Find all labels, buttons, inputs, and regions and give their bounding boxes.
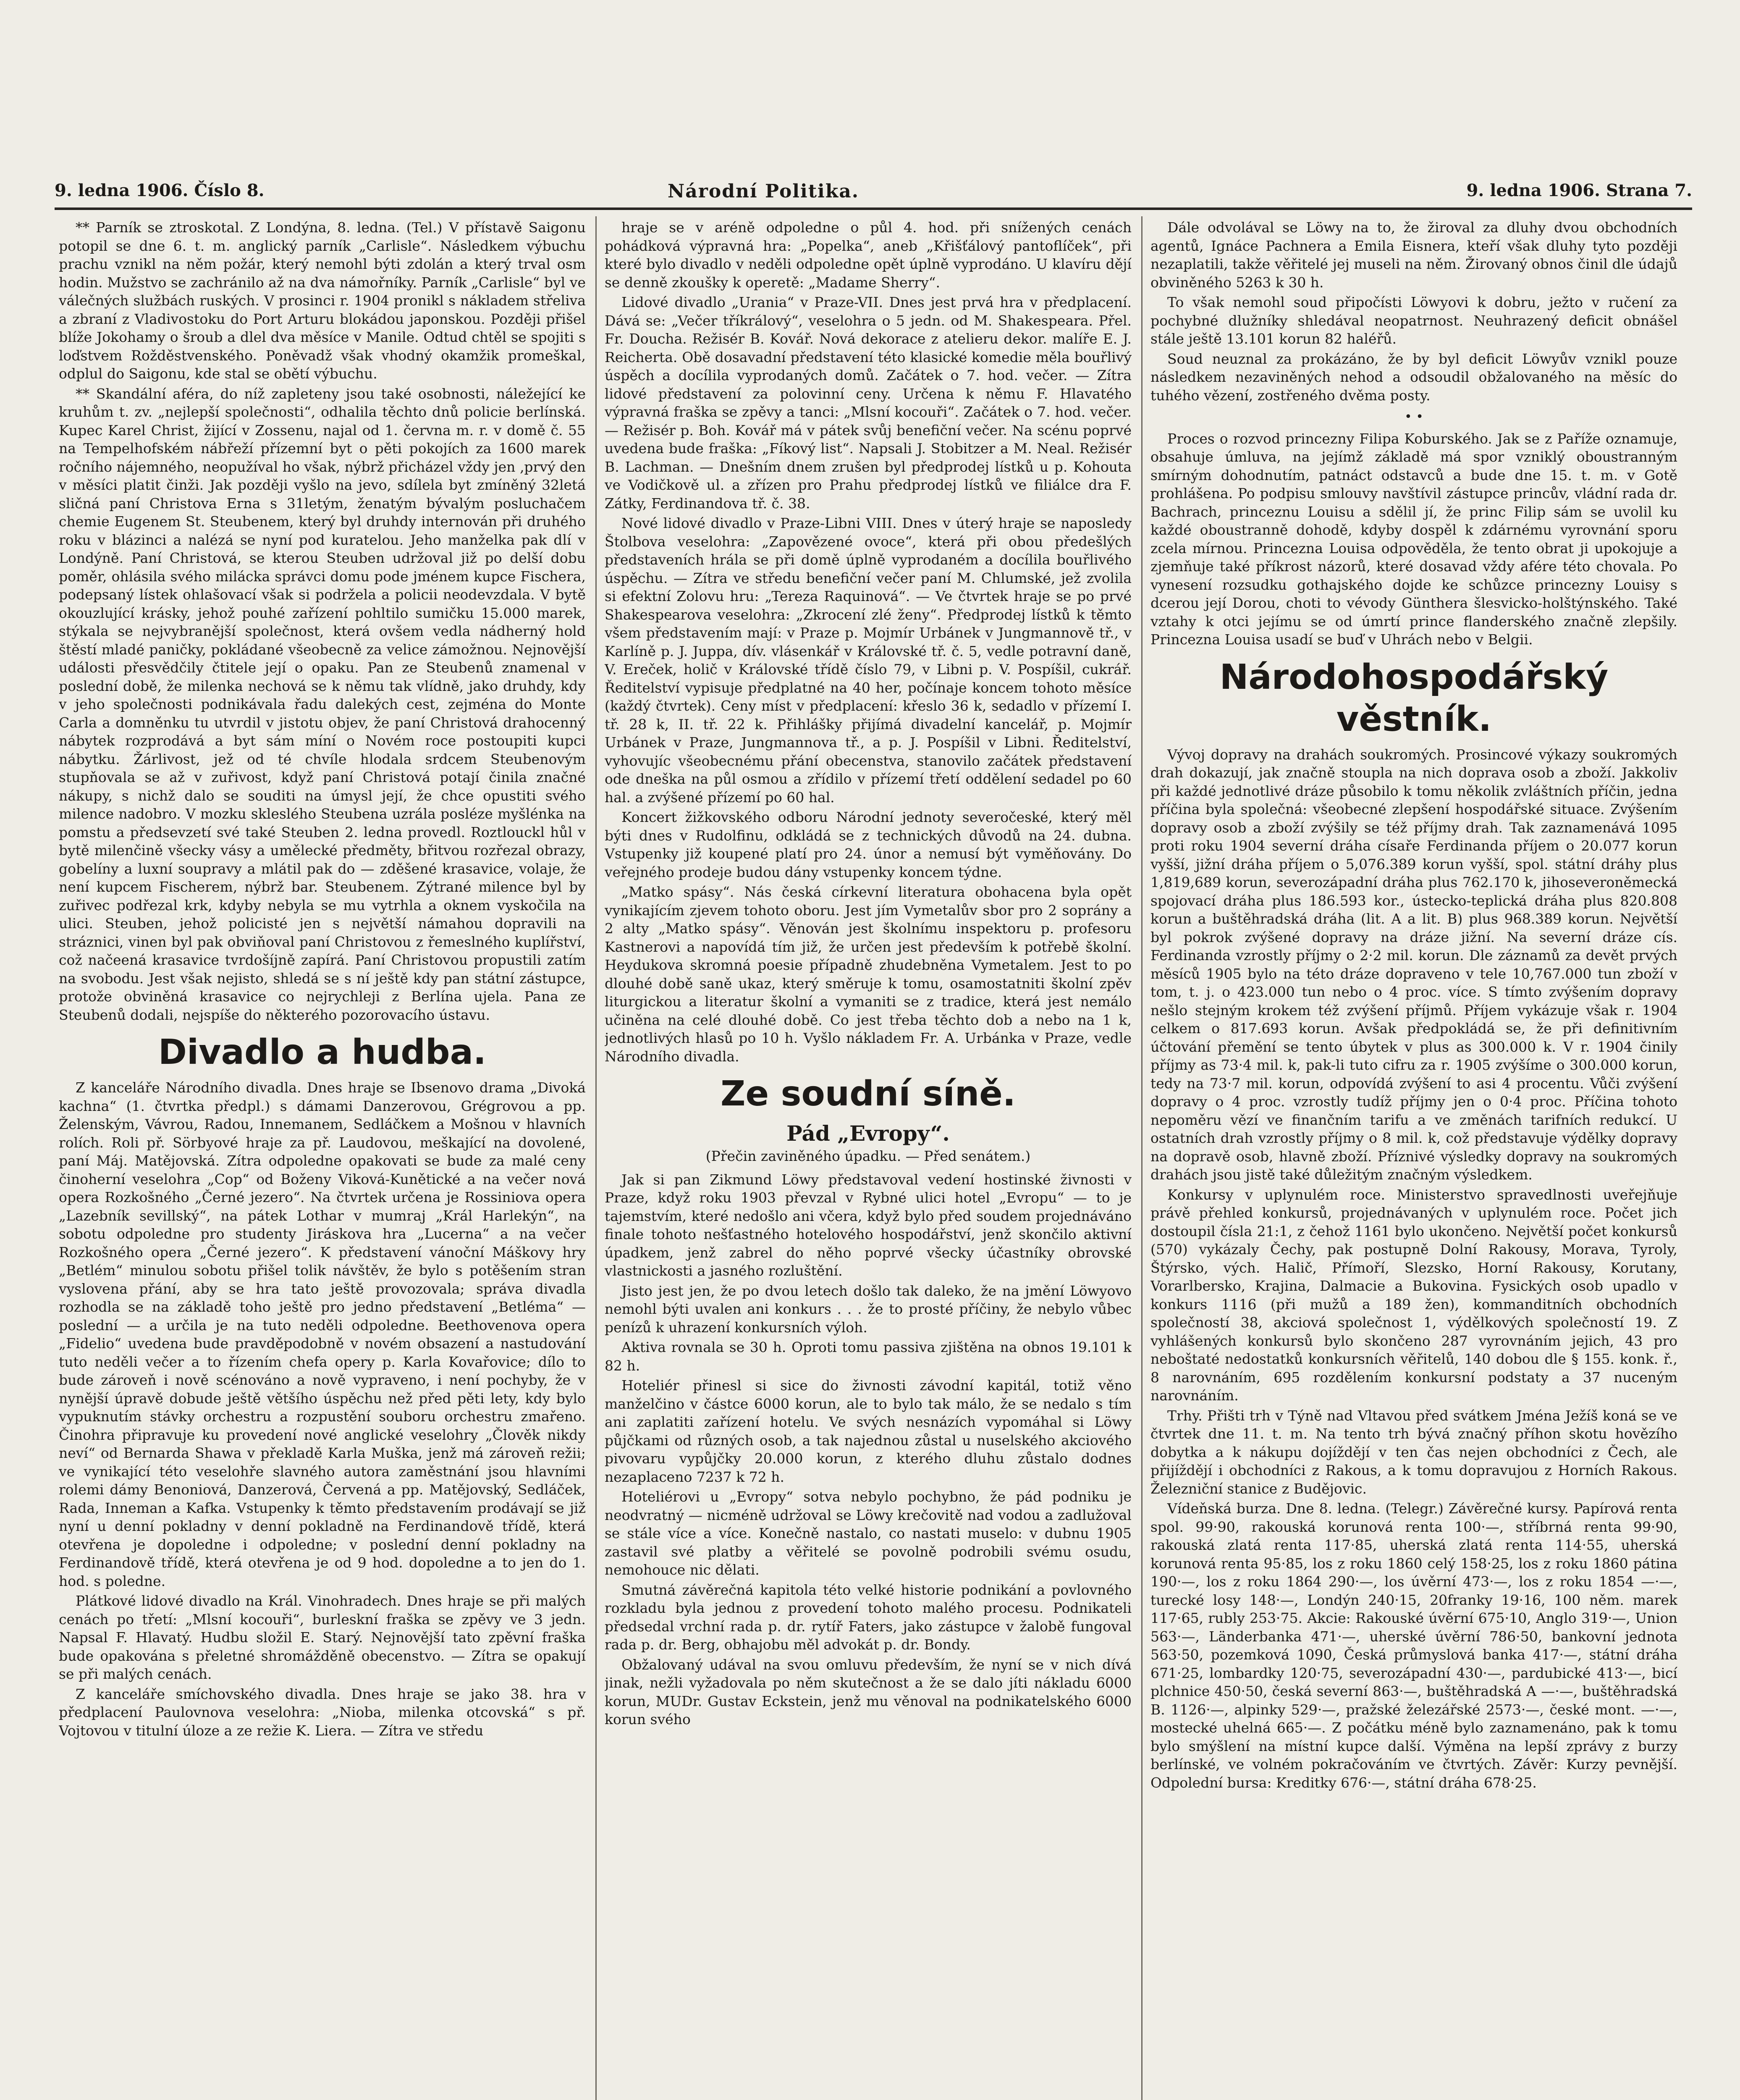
court-verdict: Soud neuznal za prokázáno, že by byl deficit Löwyův vznikl pouze následkem nezaviněných nehod a odsoudil obžalovaného na měsíc do tuhého vězení, zostřeného dvěma posty. bbox=[1150, 350, 1677, 404]
court-para: Jak si pan Zikmund Löwy představoval vedení hostinské živnosti v Praze, když roku 1903 převzal v Rybné ulici hotel „Evropu“ — to je tajemstvím, které nedošlo ani včera, když bylo před soudem projednáváno finale tohoto nešťastného hotelového hospodářství, jenž skončilo aktivní úpadkem, jenž zabrel do něho poprvé všecky účastníky obrovské vlastnickosti a jasného rozluštění. bbox=[605, 1171, 1132, 1279]
court-continued: To však nemohl soud připočísti Löwyovi k dobru, ježto v ručení za pochybné dlužníky shledával neopatrnost. Neuhrazený deficit obnášel stále ještě 13.101 korun 82 haléřů. bbox=[1150, 294, 1677, 347]
header-rule bbox=[55, 207, 1692, 210]
article-subtitle-evropa: (Přečin zaviněného úpadku. — Před senátem.) bbox=[705, 1148, 1031, 1164]
court-para: Hoteliérovi u „Evropy“ sotva nebylo pochybno, že pád podniku je neodvratný — nicméně udržoval se Löwy krečovitě nad vodou a zadlužoval se stále více a více. Konečně nastalo, co nastati muselo: v dubnu 1905 zastavil své platby a věřitelé se povolně podrobili svému osudu, nemohouce nic dělati. bbox=[605, 1488, 1132, 1578]
economy-vienna-exchange: Vídeňská burza. Dne 8. ledna. (Telegr.) Závěrečné kursy. Papírová renta spol. 99·90, rakouská korunová renta 100·—, stříbrná renta 99·90, rakouská zlatá renta 117·85, uherská zlatá renta 114·55, uherská korunová renta 95·85, los z roku 1860 celý 158·25, los z roku 1860 pátina 190·—, los z roku 1864 290·—, los úvěrní 473·—, los z roku 1854 —·—, turecké losy 148·—, Londýn 240·15, 20franky 19·16, 100 něm. marek 117·65, rubly 253·75. Akcie: Rakouské úvěrní 675·10, Anglo 319·—, Union 563·—, Länderbanka 471·—, uherské úvěrní 786·50, bankovní jednota 563·50, pozemková 1090, Česká průmyslová banka 417·—, státní dráha 671·25, lombardky 120·75, severozápadní 430·—, pardubické 413·—, bicí plchnice 450·50, česká severní 863·—, buštěhradská A —·—, buštěhradská B. 1126·—, alpinky 529·—, pražské železářské 2573·—, české mont. —·—, mostecké uhelná 665·—. Z počátku méně bylo zaznamenáno, pak k tomu bylo smýšlení na místní kupce další. Výměna na lepší zprávy z burzy berlínské, ve volném pokračováním ve čtvrtých. Závěr: Kurzy pevnější. Odpolední bursa: Kreditky 676·—, státní dráha 678·25. bbox=[1150, 1500, 1677, 1791]
issue-date-left: 9. ledna 1906. Číslo 8. bbox=[55, 181, 265, 200]
column-2 bbox=[605, 218, 1132, 2100]
theatre-vinohrady: Plátkové lidové divadlo na Král. Vinohradech. Dnes hraje se při malých cenách po třetí: „Mlsní kocouři“, burleskní fraška se zpěvy ve 3 jedn. Napsal F. Hlavatý. Hudbu složil E. Starý. Nejnovější tato zpěvní fraška bude opakována s přeletné shromážděně obecenstvo. — Zítra se opakují se při malých cenách. bbox=[59, 1593, 586, 1682]
article-title-evropa: Pád „Evropy“. bbox=[786, 1121, 950, 1146]
economy-railways: Vývoj dopravy na drahách soukromých. Prosincové výkazy soukromých drah dokazují, jak značně stoupla na nich doprava osob a zboží. Jakkoliv při každé jednotlivé dráze působilo k tomu několik zvláštních příčin, jedna příčina byla společná: všeobecné zlepšení hospodářské situace. Zvýšením dopravy osob a zboží zvýšily se též příjmy drah. Tak zaznamenává 1095 proti roku 1904 severní dráha císaře Ferdinanda příjem o 20.077 korun vyšší, jižní dráha příjem o 5,076.389 korun vyšší, spol. státní dráhy plus 1,819,689 korun, severozápadní dráha plus 762.170 k, jihoseveroněmecká spojovací dráha plus 186.593 kor., ústecko-teplická dráha plus 820.808 korun a buštěhradská dráha (lit. A a lit. B) plus 968.389 korun. Největší byl pokrok zvýšené dopravy na dráze jižní. Na severní dráze cís. Ferdinanda vzrostly příjmy o 2·2 mil. korun. Dle záznamů za devět prvých měsíců 1905 bylo na této dráze dopraveno v tele 10,767.000 tun zboží v tom, t. j. o 423.000 tun nebo o 4 proc. více. S tímto zvýšením dopravy nešlo stejným krokem též zvýšení příjmů. Příjem vykázuje však r. 1904 celkem o 817.693 korun. Avšak předpokládá se, že při definitivním účtování přemění se tento úbytek v plus as 300.000 k. V r. 1904 činily příjmy as 73·4 mil. k, pak-li tuto cifru za r. 1905 zvýšíme o 300.000 korun, tedy na 73·7 mil. korun, odpovídá zvýšení to asi 4 procentu. Vůči zvýšení dopravy o 4 proc. vzrostly tudíž příjmy jen o 0·4 proc. Příčina tohoto nepoměru vězí ve finančním tarifu a ve změnách tarifních redukcí. U ostatních drah vzrostly příjmy o 8 mil. k, což představuje výdělky dopravy na dopravě osob, hlavně zboží. Příznivé výsledky dopravy na soukromých drahách jsou jistě také důležitým značným výsledkem. bbox=[1150, 746, 1677, 1183]
music-review: „Matko spásy“. Nás česká církevní literatura obohacena byla opět vynikajícím zjevem tohoto oboru. Jest jím Vymetalův sbor pro 2 soprány a 2 alty „Matko spásy“. Věnován jest školnímu inspektoru p. profesoru Kastnerovi a napovídá tím již, že určen jest především k potřebě školní. Heydukova skromná poesie případně zhudebněna Vymetalem. Jest to po dlouhé době saně ukaz, který směruje k tomu, osamostatniti školní zpěv liturgickou a literatur školní a vymaniti se z tradice, která jest nemálo učiněna na celé dlouhé době. Co jest třeba těchto dob a nebo na 1 k, jednotlivých hlasů po 10 h. Vyšlo nákladem Fr. A. Urbánka v Praze, vedle Národního divadla. bbox=[605, 884, 1132, 1065]
news-shipwreck: ** Parník se ztroskotal. Z Londýna, 8. ledna. (Tel.) V přístavě Saigonu potopil se dne 6. t. m. anglický parník „Carlisle“. Následkem výbuchu prachu vznikl na něm požár, který nemohl býti zdolán a který trval osm hodin. Mužstvo se zachránilo až na dva námořníky. Parník „Carlisle“ byl ve válečných službách ruských. V prosinci r. 1904 pronikl s nákladem střeliva a zbraní z Vladivostoku do Port Arturu blokádou japonskou. Později přišel blíže Jokohamy o šroub a dlel dva měsíce v Manile. Odtud chtěl se spojiti s loďstvem Rožděstvenského. Poněvadž však vhodný okamžik promeškal, odplul do Saigonu, kde stal se obětí výbuchu. bbox=[59, 219, 586, 382]
issue-date-right: 9. ledna 1906. Strana 7. bbox=[1466, 181, 1692, 200]
court-para: Smutná závěrečná kapitola této velké historie podnikání a povlovného rozkladu byla jednou z provedení tohoto malého procesu. Podnikateli předsedal vrchní rada p. dr. rytíř Faters, jako zástupce v žalobě fungoval rada p. dr. Berg, obhajobu měl advokát p. dr. Bondy. bbox=[605, 1581, 1132, 1653]
column-divider-2 bbox=[1141, 216, 1143, 2100]
economy-markets: Trhy. Přišti trh v Týně nad Vltavou před svátkem Jména Ježíš koná se ve čtvrtek dne 11. t. m. Na tento trh bývá značný příhon skotu hovězího dobytka a k nákupu dojíždějí v ten čas nejen obchodníci z Čech, ale přijíždějí i obchodníci z Rakous, a k tomu dopravujou z Horních Rakous. Železniční stanice z Budějovic. bbox=[1150, 1407, 1677, 1497]
theatre-smichov: Z kanceláře smíchovského divadla. Dnes hraje se jako 38. hra v předplacení Paulovnova veselohra: „Nioba, milenka otcovská“ s př. Vojtovou v titulní úloze a ze režie K. Liera. — Zítra ve středu bbox=[59, 1685, 586, 1739]
masthead: Národní Politika. bbox=[668, 181, 860, 202]
column-divider-1 bbox=[595, 216, 597, 2100]
section-title-theatre: Divadlo a hudba. bbox=[158, 1032, 487, 1072]
court-para: Hoteliér přinesl si sice do živnosti závodní kapitál, totiž věno manželčino v částce 6000 korun, ale to bylo tak málo, že se nedalo s tím ani zaplatiti zařízení hotelu. Ve svých nesnázích vypomáhal si Löwy půjčkami od různých osob, a tak najednou zůstal u nuselského akciového pivovaru vypůjčky 20.000 korun, z kterého dluhu zůstalo dodnes nezaplaceno 7237 k 72 h. bbox=[605, 1377, 1132, 1485]
section-title-court: Ze soudní síně. bbox=[721, 1074, 1016, 1114]
section-title-economy: Národohospodářský věstník. bbox=[1219, 657, 1609, 739]
theatre-arena: hraje se v aréně odpoledne o půl 4. hod. při snížených cenách pohádková výpravná hra: „Popelka“, aneb „Křišťálový pantoflíček“, při které bylo divadlo v neděli odpoledne opět úplně vyprodáno. U klavíru dějí se denně zkoušky k operetě: „Madame Sherry“. bbox=[605, 219, 1132, 291]
section-divider: • • bbox=[1405, 410, 1423, 424]
news-scandal: ** Skandální aféra, do níž zapleteny jsou také osobnosti, náležející ke kruhům t. zv. „nejlepší společnosti“, odhalila těchto dnů policie berlínská. Kupec Karel Christ, žijící v Zossenu, najal od 1. června m. r. v domě č. 55 na Tempelhofském nábřeží přízemní byt o pěti pokojích za 1600 marek ročního nájemného, neopužíval ho však, nýbrž přicházel vždy jen ‚prvý den v měsíci platit činži. Jak později vyšlo na jevo, sdílela byt zmíněný 32letá sličná paní Christova Erna s 31letým, ženatým bývalým posluchačem chemie Eugenem St. Steubenem, který byl druhdy internován při druhého roku v blázinci a nalézá se nyní pod kuratelou. Jeho manželka pak dlí v Londýně. Paní Christová, se kterou Steuben udržoval již po delší dobu poměr, ohlásila svého milácka správci domu pode jménem kupce Fischera, podepsaný lístek ohlašovací však si podržela a policii neodevzdala. V bytě okouzlující krásky, jehož pouhé zařízení pohltilo sumičku 15.000 marek, stýkala se nejvybranější společnost, která ovšem vedla nádherný hold štěstí mladé paničky, pokládané všeobecně za velice zámožnou. Nejnovější události přesvědčily čtitele její o opaku. Pan ze Steubenů znamenal v poslední době, že milenka nechová se k němu tak vlídně, jako druhdy, kdy v jeho společnosti podnikávala řadu dalekých cest, zejména do Monte Carla a domněnku tu utvrdil v jistotu objev, že paní Christová drahocenný nábytek rozprodává a byt sám míní o Novém roce postoupiti kupci nábytku. Žárlivost, jež od té chvíle hlodala srdcem Steubenovým stupňovala se až v zuřivost, když paní Christová potají činila značné nákupy, s nichž dalo se souditi na úmysl její, že chce opustiti svého milence nadobro. V mozku skleslého Steubena uzrála posléze myšlénka na pomstu a předsevzetí své také Steuben 2. ledna provedl. Roztlouckl hůl v bytě milenčině všecky vásy a umělecké předměty, břitvou rozřezal obrazy, gobelíny a luxní soupravy a mlátil pak do — zděšené krasavice, volaje, že není kupcem Fischerem, nýbrž bar. Steubenem. Zýtrané milence byl by zuřivec podřezal krk, kdyby nebyla se mu vytrhla a oknem vyskočila na ulici. Steuben, jehož policisté jen s největší námahou dopravili na stráznici, vinen byl pak obviňoval paní Christovou z řemeslného kuplířství, což načeená krasavice tvrdošíjně zapírá. Paní Christovou propustili zatím na svobodu. Jest však nejisto, shledá se s ní ještě kdy pan státní zástupce, protože obviněná krasavice co nejrychleji z Berlína ujela. Pana ze Steubenů dodali, nejspíše do některého pozorovacího ústavu. bbox=[59, 385, 586, 1023]
court-continued: Dále odvolával se Löwy na to, že žiroval za dluhy dvou obchodních agentů, Ignáce Pachnera a Emila Eisnera, kteří však dluhy tyto později nezaplatili, takže věřitelé jej museli na něm. Žirovaný obnos činil dle údajů obviněného 5263 k 30 h. bbox=[1150, 219, 1677, 291]
court-para: Jisto jest jen, že po dvou letech došlo tak daleko, že na jmění Löwyovo nemohl býti uvalen ani konkurs . . . že to prosté příčiny, že nebylo vůbec penízů k uhrazení konkursních výloh. bbox=[605, 1282, 1132, 1336]
page-header bbox=[55, 181, 1692, 206]
theatre-national: Z kanceláře Národního divadla. Dnes hraje se Ibsenovo drama „Divoká kachna“ (1. čtvrtka předpl.) s dámami Danzerovou, Grégrovou a pp. Želenským, Vávrou, Radou, Innemanem, Sedláčkem a Mošnou v hlavních rolích. Roli př. Sörbyové hraje za př. Laudovou, meškající na dovolené, paní Máj. Matějovská. Zítra odpoledne opakovati se bude za malé ceny činoherní veselohra „Cop“ od Boženy Viková-Kunětické a na večer nová opera Rozkošného „Černé jezero“. Na čtvrtek určena je Rossiniova opera „Lazebník sevillský“, na pátek Lothar v mumraj „Král Harlekýn“, na sobotu odpoledne pro studenty Jiráskova hra „Lucerna“ a na večer Rozkošného opera „Černé jezero“. K představení vánoční Máškovy hry „Betlém“ minulou sobotu přišel tolik návštěv, že bylo s potěšením stran vyslovena přání, aby se hra tato ještě provozovala; správa divadla rozhodla se na základě toho ještě pro jedno představení „Betléma“ — poslední — a určila je na tuto neděli odpoledne. Beethovenova opera „Fidelio“ uvedena bude pravděpodobně v novém obsazení a nastudování tuto neděli večer a to řízením chefa opery p. Karla Kovařovice; dílo to bude zároveň i nově scénováno a nově vypraveno, i není pochyby, že v nynější úpravě dobude ještě většího úspěchu než před pěti lety, kdy bylo vypuknutím stávky orchestru a rozpustění souboru orchestru zmařeno. Činohra připravuje ku provedení nové anglické veselohry „Člověk nikdy neví“ od Bernarda Shawa v překladě Karla Muška, jenž má zároveň režii; ve vynikající této veselohře slavného autora zaměstnání jsou hlavními rolemi dámy Benoniová, Danzerová, Červená a pp. Matějovský, Sedláček, Rada, Inneman a Kafka. Vstupenky k těmto představením prodávají se již nyní u denní pokladny v denní pokladně na Ferdinandově třídě, která otevřena je dopoledne i odpoledne; v poslední denní pokladny na Ferdinandově třídě, která otevřena je od 9 hod. dopoledne a to jen do 1. hod. s poledne. bbox=[59, 1079, 586, 1589]
economy-bankruptcies: Konkursy v uplynulém roce. Ministerstvo spravedlnosti uveřejňuje právě přehled konkursů, projednávaných v uplynulém roce. Počet jich dostoupil čísla 21:1, z čehož 1161 bylo ukončeno. Největší počet konkursů (570) vykázaly Čechy, pak postupně Dolní Rakousy, Morava, Tyroly, Štýrsko, vých. Halič, Přímoří, Slezsko, Horní Rakousy, Korutany, Vorarlbersko, Krajina, Dalmacie a Bukovina. Fysických osob upadlo v konkurs 1116 (při mužů a 189 žen), kommanditních obchodních společností 38, akciová společnost 1, výdělkových společností 19. Z vyhlášených konkursů bylo skončeno 287 vyrovnáním jejich, 43 pro neboštaté nedostatků konkursních věřitelů, 140 dobou dle § 155. konk. ř., 8 narovnáním, 695 rozdělením konkursní podstaty a 37 nuceným narovnáním. bbox=[1150, 1186, 1677, 1404]
court-para: Aktiva rovnala se 30 h. Oproti tomu passiva zjištěna na obnos 19.101 k 82 h. bbox=[605, 1339, 1132, 1374]
court-para: Obžalovaný udával na svou omluvu především, že nyní se v nich dívá jinak, nežli vyžadovala po něm skutečnost a že se dalo jíti nákladu 6000 korun, MUDr. Gustav Eckstein, jenž mu věnoval na podnikatelského 6000 korun svého bbox=[605, 1656, 1132, 1727]
news-princess: Proces o rozvod princezny Filipa Koburského. Jak se z Paříže oznamuje, obsahuje úmluva, na jejímž základě má spor vzniklý oboustranným smírným dohodnutím, patnáct odstavců a bude dne 15. t. m. v Gotě prohlášena. Po podpisu smlouvy navštívil zástupce princův, vládní rada dr. Bachrach, princeznu Louisu a sdělil jí, že princ Filip sám se uvolil ku každé oboustranně dohodě, kdyby dospěl k zdárnému vyrovnání sporu zcela mírnou. Princezna Louisa odpověděla, že tento obrat ji upokojuje a zjemňuje také příkrost názorů, které dosavad vždy afére této chovala. Po vynesení rozsudku gothajského dojde ke schůzce princezny Louisy s dcerou její Dorou, choti to vévody Günthera šlesvicko-holštýnského. Také vztahy k otci jejímu se od úmrtí prince flanderského značně zlepšily. Princezna Louisa usadí se buď v Uhrách nebo v Belgii. bbox=[1150, 430, 1677, 648]
column-3 bbox=[1150, 218, 1677, 2100]
concert-notice: Koncert žižkovského odboru Národní jednoty severočeské, který měl býti dnes v Rudolfinu, odkládá se z technických důvodů na 24. dubna. Vstupenky již koupené platí pro 24. únor a nemusí být vyměňovány. Do veřejného prodeje budou dány vstupenky koncem týdne. bbox=[605, 809, 1132, 880]
column-1 bbox=[59, 218, 586, 2100]
theatre-liben: Nové lidové divadlo v Praze-Libni VIII. Dnes v úterý hraje se naposledy Štolbova veselohra: „Zapovězené ovoce“, která při obou předešlých představeních hrála se při domě úplně vyprodaném a docílila bouřlivého úspěchu. — Zítra ve středu benefiční večer paní M. Chlumské, jež zvolila si efektní Zolovu hru: „Tereza Raquinová“. — Ve čtvrtek hraje se po prvé Shakespearova veselohra: „Zkrocení zlé ženy“. Předprodej lístků k těmto všem představením mají: v Praze p. Mojmír Urbánek v Jungmannově tř., v Karlíně p. J. Juppa, dív. vlásenkář v Královské tř. č. 5, vedle potravní daně, V. Ereček, holič v Královské třídě číslo 79, v Libni p. V. Pospíšil, cukrář. Ředitelství vypisuje předplatné na 40 her, počínaje koncem tohoto měsíce (každý čtvrtek). Ceny míst v předplacení: křeslo 36 k, sedadlo v přízemí I. tř. 28 k, II. tř. 22 k. Přihlášky přijímá divadelní kancelář, p. Mojmír Urbánek v Praze, Jungmannova tř., a p. J. Pospíšil v Libni. Ředitelství, vyhovujíc všeobecnému přání obecenstva, stanovilo začátek představení ode dneška na půl osmou a zřídilo v přízemí třetí oddělení sedadel po 60 hal. a zvýšené přízemí po 60 hal. bbox=[605, 515, 1132, 806]
theatre-urania: Lidové divadlo „Urania“ v Praze-VII. Dnes jest prvá hra v předplacení. Dává se: „Večer tříkrálový“, veselohra o 5 jedn. od M. Shakespeara. Přel. Fr. Doucha. Režisér B. Kovář. Nová dekorace z atelieru dekor. malíře E. J. Reichertа. Obě dosavadní představení této klasické komedie měla bouřlivý úspěch a docílila vyprodaných domů. Začátek o 7. hod. večer. — Zítra lidové představení za polovinní ceny. Určena k němu F. Hlavatého výpravná fraška se zpěvy a tanci: „Mlsní kocouři“. Začátek o 7. hod. večer. — Režisér p. Boh. Kovář má v pátek svůj benefiční večer. Na scénu poprvé uvedena bude fraška: „Fíkový list“. Napsali J. Stobitzer a M. Neal. Režisér B. Lachman. — Dnešním dnem zrušen byl předprodej lístků u p. Kohouta ve Vodičkově ul. a zřízen pro Prahu předprodej lístků ve filiálce dra F. Zátky, Ferdinandova tř. č. 38. bbox=[605, 294, 1132, 512]
